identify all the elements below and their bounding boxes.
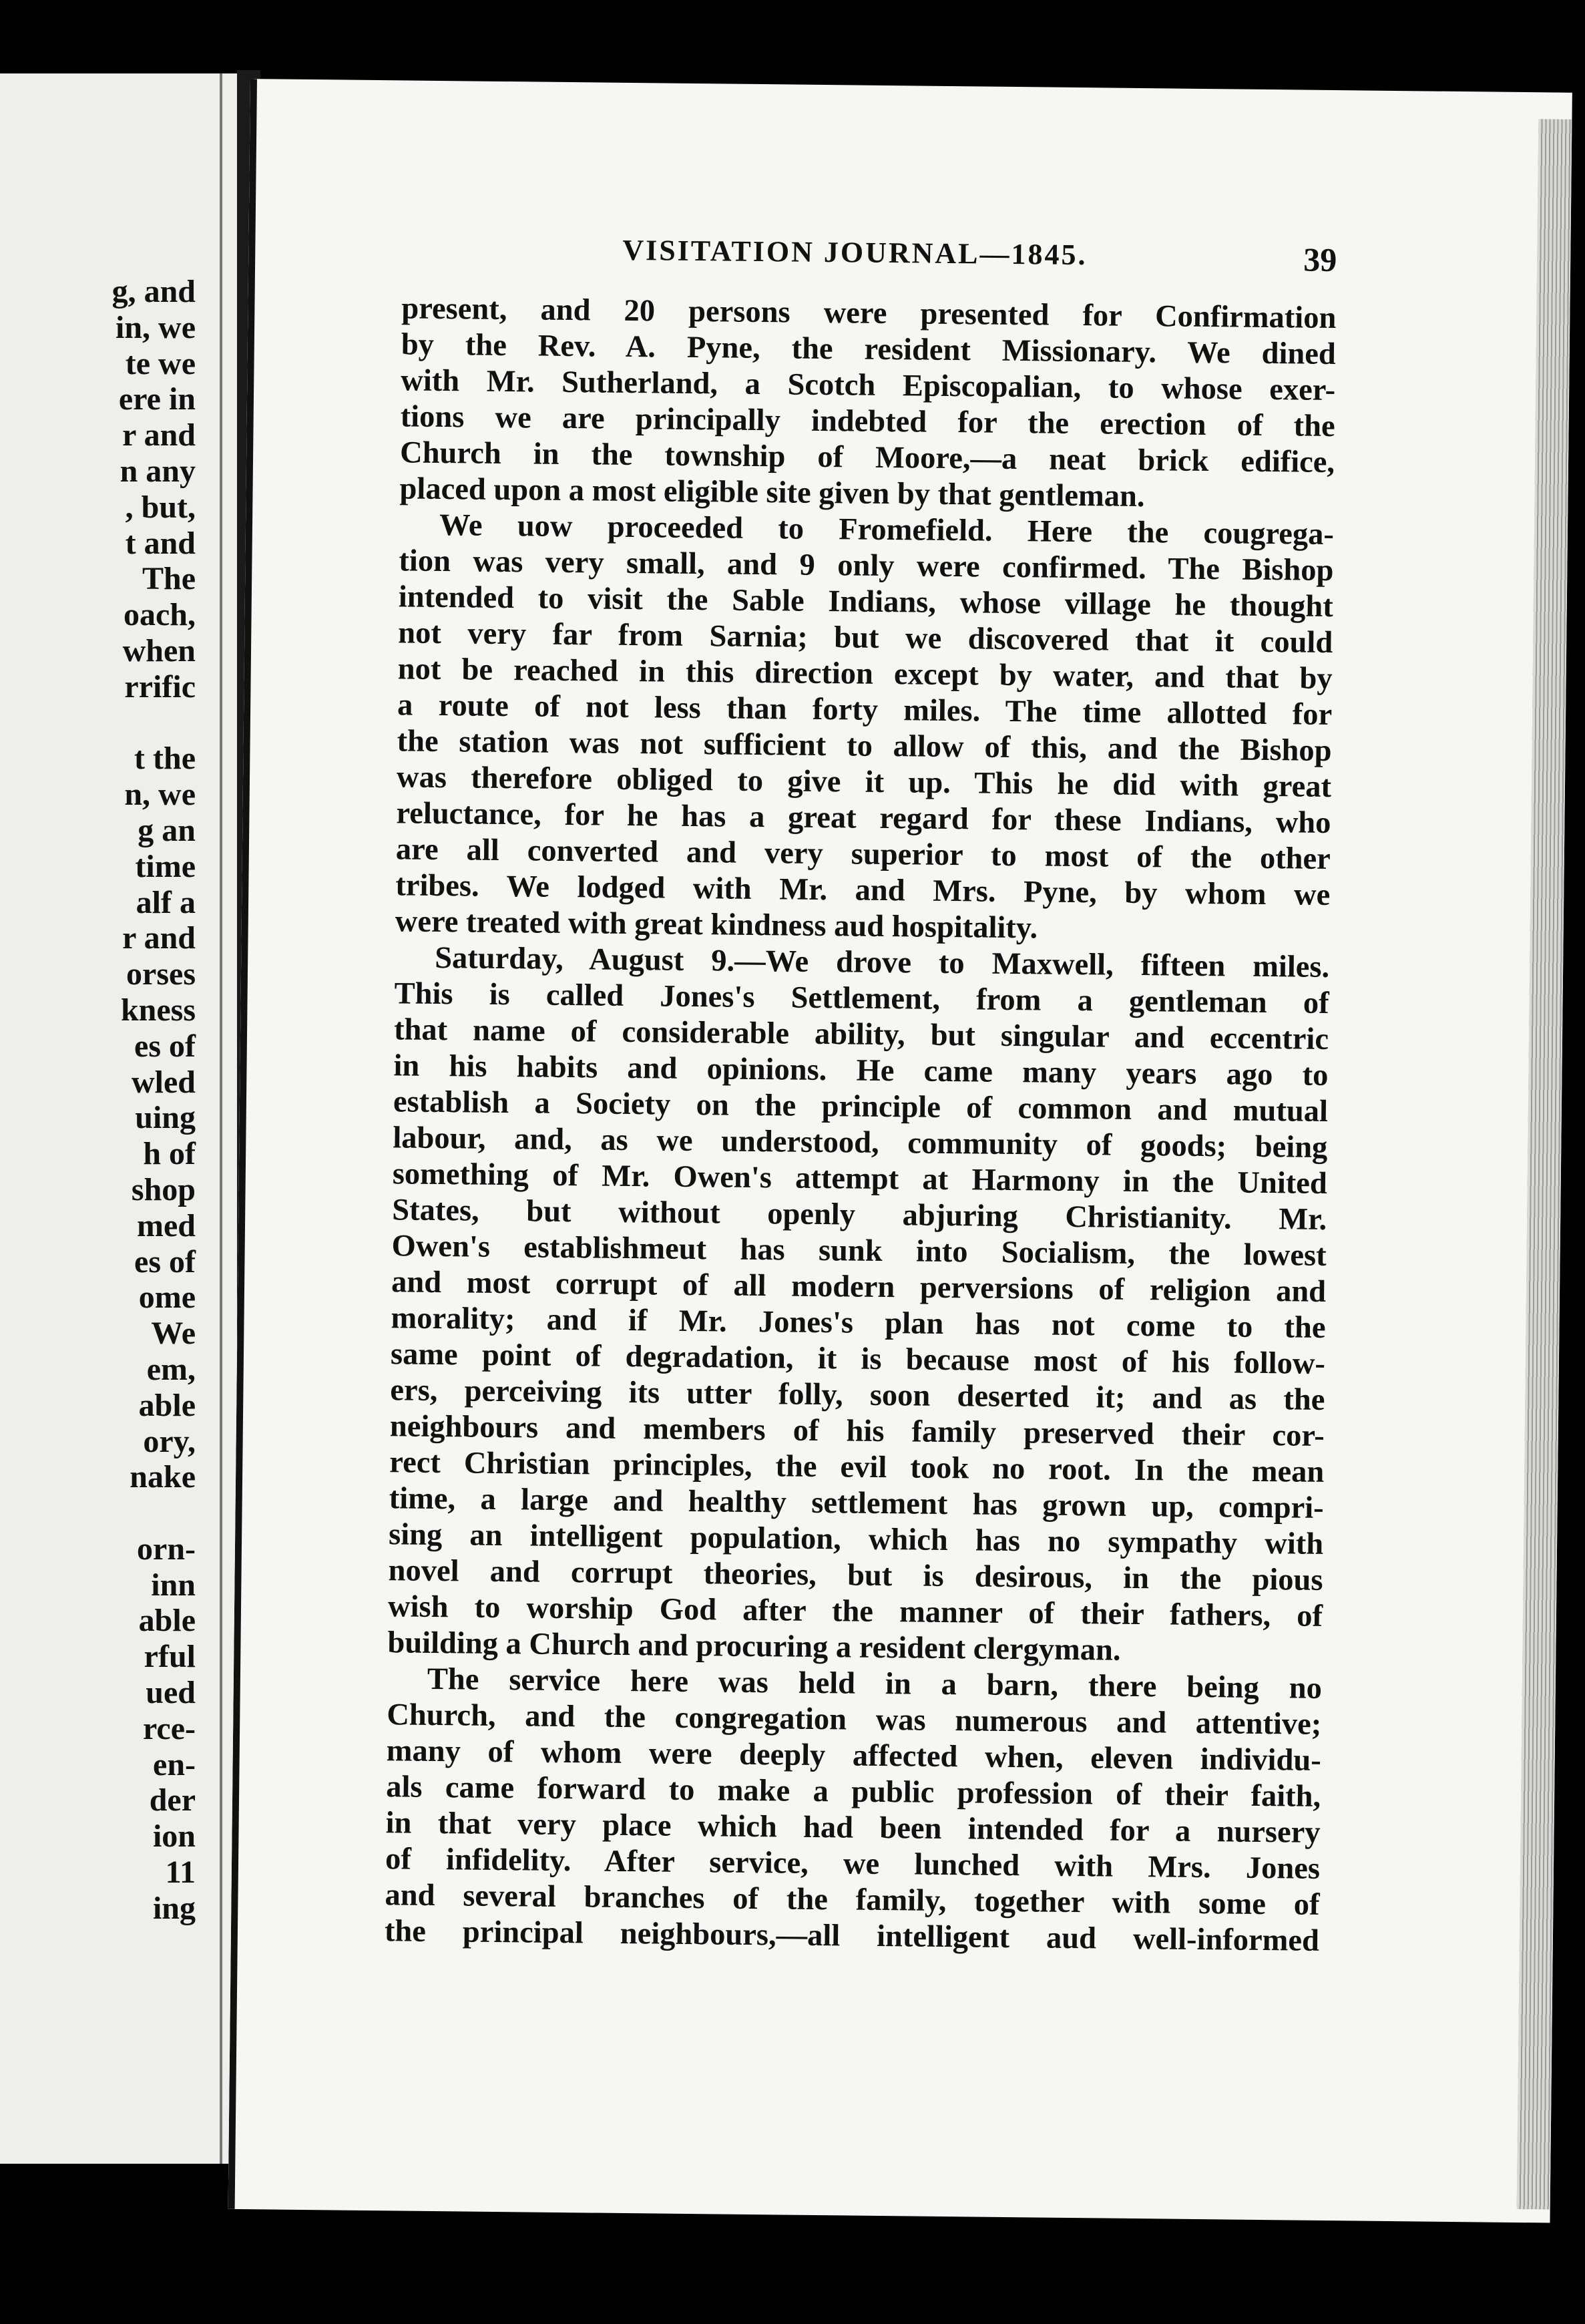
text-line: of infidelity. After service, we lunched with Mrs. Jones — [385, 1842, 1321, 1886]
left-page-line: ome — [138, 1280, 196, 1316]
text-line: The service here was held in a barn, there being no — [427, 1662, 1323, 1706]
text-line: labour, and, as we understood, community of goods; being — [393, 1121, 1328, 1165]
left-page-line: The — [142, 561, 196, 597]
text-line: with Mr. Sutherland, a Scotch Episcopalian, to whose exer- — [401, 363, 1336, 408]
left-page-line: n any — [120, 453, 196, 489]
page-edges — [1517, 119, 1572, 2209]
left-page-line: ory, — [143, 1423, 196, 1459]
left-page — [0, 73, 237, 2164]
left-page-line: alf a — [136, 884, 196, 920]
text-line: Saturday, August 9.—We drove to Maxwell, fifteen miles. — [434, 940, 1330, 984]
text-line: ers, perceiving its utter folly, soon deserted it; and as the — [390, 1373, 1325, 1417]
left-page-edge — [220, 73, 222, 2164]
left-page-line: shop — [131, 1171, 196, 1207]
text-line: Owen's establishmeut has sunk into Socialism, the lowest — [391, 1229, 1327, 1273]
text-line: in that very place which had been intended for a nursery — [385, 1806, 1321, 1850]
left-page-line: med — [137, 1207, 196, 1243]
text-line: not very far from Sarnia; but we discovered that it could — [398, 616, 1333, 660]
left-page-line: able — [138, 1387, 196, 1423]
text-line: wish to worship God after the manner of their fathers, of — [387, 1589, 1323, 1633]
left-page-line — [112, 1495, 196, 1531]
text-line: the principal neighbours,—all intelligent aud well-informed — [384, 1914, 1320, 1958]
left-page-line: r and — [122, 417, 196, 453]
text-line: time, a large and healthy settlement has grown up, compri- — [389, 1481, 1324, 1525]
right-page — [228, 79, 1572, 2223]
page-number: 39 — [1303, 240, 1337, 279]
text-line: als came forward to make a public profession of their faith, — [385, 1770, 1321, 1814]
text-line: a route of not less than forty miles. The time allotted for — [397, 688, 1333, 733]
left-page-line: wled — [132, 1064, 196, 1100]
left-page-line: rrific — [124, 668, 196, 705]
left-page-line: able — [138, 1603, 196, 1639]
text-line: rect Christian principles, the evil took no root. In the mean — [389, 1445, 1325, 1489]
left-page-line: em, — [146, 1351, 196, 1387]
left-page-line: ing — [152, 1890, 196, 1926]
left-page-line: es of — [134, 1243, 196, 1280]
text-line: the station was not sufficient to allow of this, and the Bishop — [397, 724, 1332, 769]
left-page-line: en- — [153, 1746, 196, 1782]
running-title: VISITATION JOURNAL—1845. — [622, 233, 1088, 272]
left-page-line: when — [122, 632, 196, 668]
text-line: building a Church and procuring a resident clergyman. — [387, 1625, 1121, 1668]
left-page-line: ion — [152, 1818, 196, 1855]
text-line: Church in the township of Moore,—a neat brick edifice, — [399, 435, 1335, 480]
text-line: by the Rev. A. Pyne, the resident Missionary. We dined — [401, 327, 1337, 372]
text-line: This is called Jones's Settlement, from a gentleman of — [394, 976, 1329, 1020]
text-line: something of Mr. Owen's attempt at Harmony in the United — [392, 1157, 1328, 1201]
left-page-line: We — [151, 1316, 196, 1352]
left-page-line: orses — [126, 956, 196, 992]
left-page-text — [112, 274, 196, 1927]
left-page-line: ere in — [118, 381, 196, 417]
left-page-line: rful — [144, 1639, 196, 1675]
text-line: not be reached in this direction except by water, and that by — [397, 652, 1333, 697]
text-line: sing an intelligent population, which has no sympathy with — [388, 1517, 1324, 1561]
left-page-line — [112, 705, 196, 741]
left-page-line: 11 — [165, 1855, 196, 1891]
left-page-line: t the — [134, 741, 196, 777]
text-line: Church, and the congregation was numerous and attentive; — [387, 1698, 1322, 1742]
text-line: neighbours and members of his family preserved their cor- — [389, 1409, 1325, 1453]
text-line: establish a Society on the principle of common and mutual — [393, 1085, 1329, 1129]
left-page-line: h of — [143, 1136, 196, 1172]
text-line: morality; and if Mr. Jones's plan has not come to the — [391, 1301, 1326, 1345]
text-line: many of whom were deeply affected when, eleven individu- — [386, 1734, 1321, 1778]
left-page-line: der — [149, 1782, 196, 1818]
left-page-line: t and — [125, 525, 196, 561]
text-line: placed upon a most eligible site given by that gentleman. — [399, 471, 1145, 514]
left-page-line: inn — [151, 1567, 196, 1603]
text-line: same point of degradation, it is because most of his follow- — [390, 1337, 1326, 1381]
text-line: in his habits and opinions. He came many years ago to — [393, 1048, 1329, 1093]
text-line: tion was very small, and 9 only were confirmed. The Bishop — [399, 544, 1334, 588]
left-page-line: g an — [138, 812, 196, 848]
text-line: tribes. We lodged with Mr. and Mrs. Pyne, by whom we — [395, 868, 1331, 913]
text-line: was therefore obliged to give it up. This he did with great — [396, 760, 1332, 805]
left-page-line: orn- — [137, 1531, 196, 1567]
left-page-line: ued — [146, 1675, 196, 1711]
left-page-line: rce- — [142, 1710, 196, 1746]
left-page-line: nake — [130, 1459, 196, 1495]
text-line: States, but without openly abjuring Christianity. Mr. — [392, 1193, 1327, 1237]
text-line: present, and 20 persons were presented for Confirmation — [401, 291, 1337, 336]
text-line: reluctance, for he has a great regard for these Indians, who — [396, 796, 1331, 841]
left-page-line: time — [135, 848, 196, 884]
text-line: tions we are principally indebted for the erection of the — [400, 399, 1335, 444]
left-page-line: es of — [134, 1028, 196, 1064]
text-line: We uow proceeded to Fromefield. Here the cougrega- — [439, 508, 1335, 552]
text-line: that name of considerable ability, but singular and eccentric — [393, 1012, 1329, 1056]
text-line: and several branches of the family, together with some of — [385, 1878, 1320, 1922]
text-line: and most corrupt of all modern perversions of religion and — [391, 1265, 1327, 1309]
left-page-line: kness — [120, 992, 196, 1028]
text-line: are all converted and very superior to most of the other — [395, 832, 1331, 877]
left-page-line: g, and — [111, 274, 196, 309]
text-line: novel and corrupt theories, but is desirous, in the pious — [388, 1553, 1323, 1597]
left-page-line: uing — [135, 1100, 196, 1136]
left-page-line: oach, — [124, 597, 196, 633]
left-page-line: te we — [125, 345, 196, 381]
left-page-line: r and — [122, 920, 196, 956]
body-text — [385, 290, 1337, 1959]
left-page-line: in, we — [116, 309, 196, 345]
left-page-line: n, we — [124, 777, 196, 813]
text-line: were treated with great kindness aud hospitality. — [395, 904, 1038, 946]
left-page-line: , but, — [125, 489, 196, 525]
text-line: intended to visit the Sable Indians, whose village he thought — [398, 580, 1334, 624]
